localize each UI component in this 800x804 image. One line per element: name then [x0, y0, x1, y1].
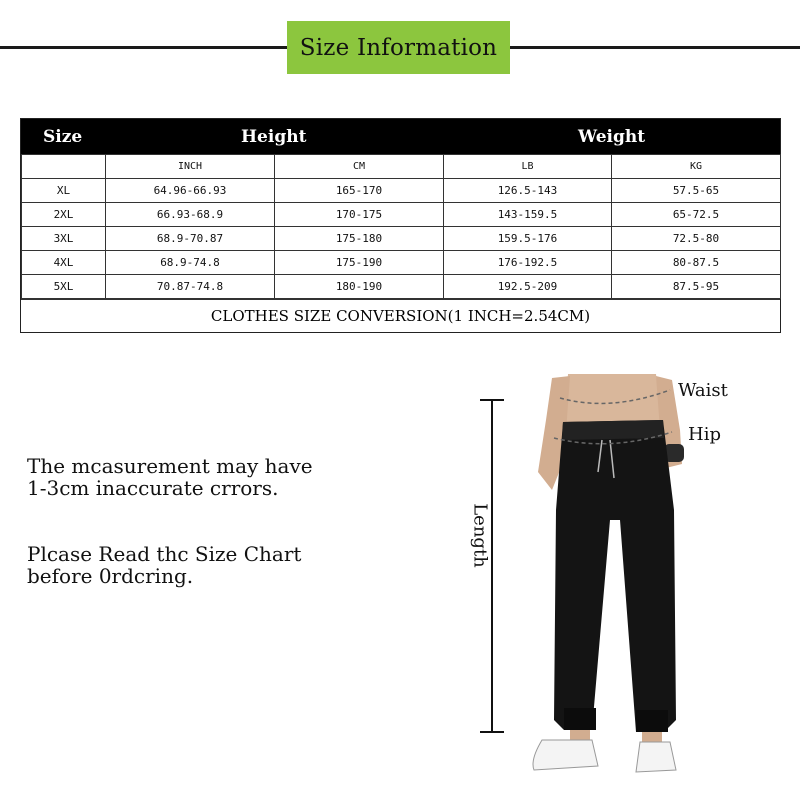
hip-label: Hip — [688, 424, 721, 445]
unit-cm: CM — [275, 155, 444, 179]
lb-cell: 143-159.5 — [444, 203, 612, 227]
kg-cell: 72.5-80 — [612, 227, 781, 251]
size-cell: XL — [22, 179, 106, 203]
table-header — [21, 119, 780, 154]
table-row — [22, 251, 781, 275]
table-row — [22, 275, 781, 299]
header-title-box — [287, 21, 510, 74]
inch-cell: 66.93-68.9 — [106, 203, 275, 227]
left-shoe-icon — [533, 740, 598, 770]
header-weight: Weight — [578, 127, 646, 147]
right-shoe-icon — [636, 742, 676, 772]
lb-cell: 126.5-143 — [444, 179, 612, 203]
inch-cell: 64.96-66.93 — [106, 179, 275, 203]
size-table — [20, 118, 781, 333]
read-chart-note — [27, 543, 301, 587]
table-row — [22, 203, 781, 227]
unit-cell-empty — [22, 155, 106, 179]
cm-cell: 175-180 — [275, 227, 444, 251]
kg-cell: 65-72.5 — [612, 203, 781, 227]
kg-cell: 80-87.5 — [612, 251, 781, 275]
page-title: Size Information — [299, 34, 498, 61]
size-cell: 5XL — [22, 275, 106, 299]
size-cell: 4XL — [22, 251, 106, 275]
cm-cell: 165-170 — [275, 179, 444, 203]
read-chart-note-line-2: before 0rdcring. — [27, 564, 194, 588]
pants-body — [554, 420, 676, 732]
header-size: Size — [43, 127, 83, 147]
inch-cell: 68.9-70.87 — [106, 227, 275, 251]
conversion-note: CLOTHES SIZE CONVERSION(1 INCH=2.54CM) — [21, 299, 780, 332]
read-chart-note-line-1: Plcase Read thc Size Chart — [27, 542, 302, 566]
lb-cell: 176-192.5 — [444, 251, 612, 275]
pants-waistband — [562, 420, 664, 440]
header-height: Height — [241, 127, 307, 147]
cm-cell: 170-175 — [275, 203, 444, 227]
header-rule-right — [508, 46, 800, 49]
lb-cell: 159.5-176 — [444, 227, 612, 251]
inch-cell: 68.9-74.8 — [106, 251, 275, 275]
waist-label: Waist — [678, 380, 728, 401]
left-cuff — [564, 708, 596, 730]
cm-cell: 175-190 — [275, 251, 444, 275]
unit-inch: INCH — [106, 155, 275, 179]
right-cuff — [636, 710, 668, 732]
accuracy-note-line-1: The mcasurement may have — [27, 454, 313, 478]
unit-kg: KG — [612, 155, 781, 179]
size-cell: 3XL — [22, 227, 106, 251]
cm-cell: 180-190 — [275, 275, 444, 299]
table-row — [22, 179, 781, 203]
lb-cell: 192.5-209 — [444, 275, 612, 299]
accuracy-note — [27, 455, 313, 499]
product-figure — [460, 360, 760, 800]
unit-lb: LB — [444, 155, 612, 179]
table-grid — [21, 154, 780, 299]
kg-cell: 87.5-95 — [612, 275, 781, 299]
inch-cell: 70.87-74.8 — [106, 275, 275, 299]
accuracy-note-line-2: 1-3cm inaccurate crrors. — [27, 476, 279, 500]
unit-row — [22, 155, 781, 179]
length-label: Length — [469, 503, 491, 568]
header-rule-left — [0, 46, 290, 49]
size-cell: 2XL — [22, 203, 106, 227]
kg-cell: 57.5-65 — [612, 179, 781, 203]
table-row — [22, 227, 781, 251]
